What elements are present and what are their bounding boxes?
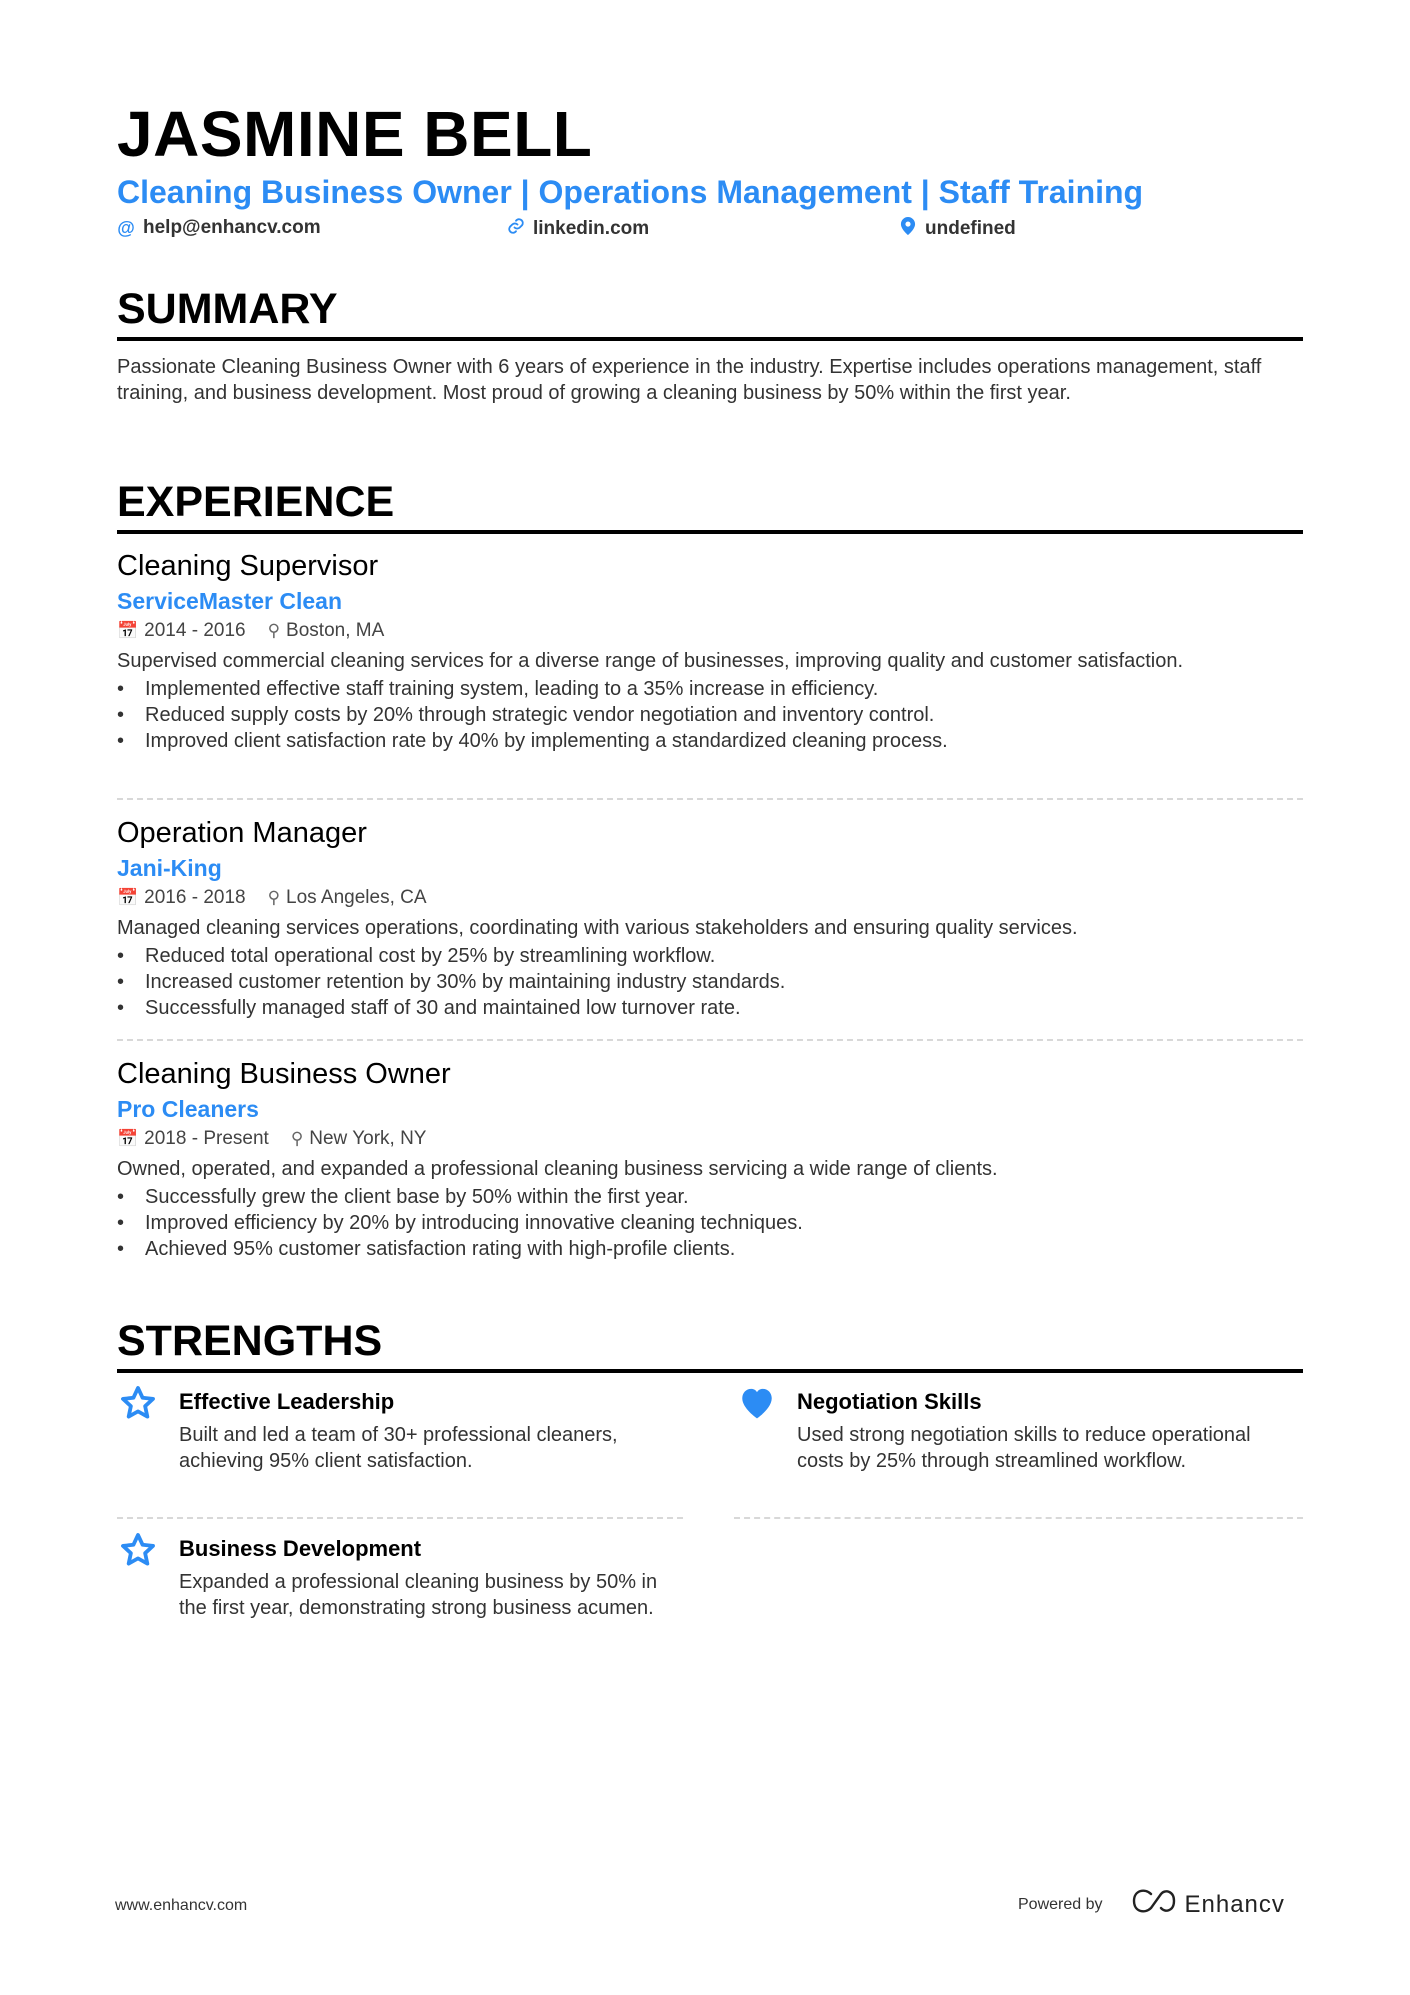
location-pin-icon: ⚲ bbox=[267, 888, 281, 907]
job-bullets bbox=[117, 676, 1303, 754]
enhancv-wordmark: Enhancv bbox=[1184, 1890, 1285, 1918]
job-location bbox=[268, 618, 385, 644]
star-icon bbox=[119, 1384, 159, 1424]
job-title: Operation Manager bbox=[117, 817, 367, 849]
job-company: ServiceMaster Clean bbox=[117, 588, 343, 614]
strength-title: Negotiation Skills bbox=[797, 1389, 982, 1414]
summary-heading: SUMMARY bbox=[117, 286, 1303, 341]
strength-title: Business Development bbox=[179, 1536, 422, 1561]
job-entry-3 bbox=[117, 1056, 1303, 1262]
bullet-item: • Reduced total operational cost by 25% by streamlining workflow. bbox=[117, 943, 1303, 969]
job-description: Managed cleaning services operations, coordinating with various stakeholders and ensuring quality services. bbox=[117, 917, 1078, 939]
job-location-text: Boston, MA bbox=[286, 620, 385, 641]
summary-text: Passionate Cleaning Business Owner with 6 years of experience in the industry. Expertise includes operations management, staff training, and business development. Most proud of growing a cleaning business by 50% within the first year. bbox=[117, 356, 1262, 404]
job-company: Jani-King bbox=[117, 855, 222, 881]
job-dates-text: 2018 - Present bbox=[144, 1128, 269, 1149]
job-dates-text: 2016 - 2018 bbox=[144, 887, 246, 908]
footer-branding bbox=[1018, 1888, 1285, 1921]
bullet-item: • Increased customer retention by 30% by maintaining industry standards. bbox=[117, 969, 1303, 995]
job-entry-1 bbox=[117, 548, 1303, 754]
bullet-item: • Improved client satisfaction rate by 40% by implementing a standardized cleaning process. bbox=[117, 728, 1303, 754]
job-bullets bbox=[117, 1184, 1303, 1262]
job-title: Cleaning Supervisor bbox=[117, 550, 379, 582]
job-location bbox=[291, 1126, 427, 1152]
strength-divider bbox=[117, 1517, 683, 1519]
bullet-item: • Achieved 95% customer satisfaction rating with high-profile clients. bbox=[117, 1236, 1303, 1262]
strength-description: Expanded a professional cleaning business by 50% in the first year, demonstrating strong business acumen. bbox=[179, 1571, 658, 1619]
job-divider bbox=[117, 1039, 1303, 1041]
calendar-icon: 📅 bbox=[117, 1129, 139, 1148]
linkedin-text: linkedin.com bbox=[533, 217, 650, 239]
bullet-item: • Successfully managed staff of 30 and maintained low turnover rate. bbox=[117, 995, 1303, 1021]
job-title: Cleaning Business Owner bbox=[117, 1058, 451, 1090]
job-location bbox=[268, 885, 427, 911]
star-icon bbox=[119, 1531, 159, 1571]
job-bullets bbox=[117, 943, 1303, 1021]
job-meta bbox=[117, 1126, 1303, 1152]
job-location-text: New York, NY bbox=[309, 1128, 427, 1149]
email-text: help@enhancv.com bbox=[143, 217, 321, 238]
job-location-text: Los Angeles, CA bbox=[286, 887, 427, 908]
location-pin-icon: ⚲ bbox=[290, 1129, 304, 1148]
contact-linkedin[interactable] bbox=[507, 217, 649, 240]
bullet-item: • Reduced supply costs by 20% through strategic vendor negotiation and inventory control. bbox=[117, 702, 1303, 728]
strengths-heading: STRENGTHS bbox=[117, 1318, 1303, 1373]
contact-row bbox=[117, 217, 1303, 243]
location-pin-icon: ⚲ bbox=[267, 621, 281, 640]
strength-description: Used strong negotiation skills to reduce operational costs by 25% through streamlined workflow. bbox=[797, 1424, 1251, 1472]
job-description: Owned, operated, and expanded a professional cleaning business servicing a wide range of clients. bbox=[117, 1158, 998, 1180]
job-meta bbox=[117, 618, 1303, 644]
link-icon bbox=[507, 217, 525, 240]
job-dates-text: 2014 - 2016 bbox=[144, 620, 246, 641]
calendar-icon: 📅 bbox=[117, 888, 139, 907]
candidate-title: Cleaning Business Owner | Operations Management | Staff Training bbox=[117, 174, 1144, 210]
enhancv-logo[interactable] bbox=[1131, 1888, 1285, 1921]
heart-icon bbox=[737, 1384, 777, 1424]
location-pin-icon bbox=[899, 217, 917, 240]
job-divider bbox=[117, 798, 1303, 800]
strength-divider bbox=[734, 1517, 1303, 1519]
bullet-item: • Improved efficiency by 20% by introducing innovative cleaning techniques. bbox=[117, 1210, 1303, 1236]
job-dates bbox=[117, 1126, 269, 1152]
job-dates bbox=[117, 885, 246, 911]
experience-heading: EXPERIENCE bbox=[117, 479, 1303, 534]
job-company: Pro Cleaners bbox=[117, 1096, 259, 1122]
job-dates bbox=[117, 618, 246, 644]
powered-by-label: Powered by bbox=[1018, 1895, 1103, 1913]
strength-title: Effective Leadership bbox=[179, 1389, 395, 1414]
location-text: undefined bbox=[925, 217, 1016, 239]
bullet-item: • Implemented effective staff training system, leading to a 35% increase in efficiency. bbox=[117, 676, 1303, 702]
at-icon: @ bbox=[117, 217, 135, 238]
calendar-icon: 📅 bbox=[117, 621, 139, 640]
contact-email[interactable] bbox=[117, 217, 321, 239]
contact-location bbox=[899, 217, 1016, 240]
candidate-name: JASMINE BELL bbox=[117, 98, 593, 170]
strength-description: Built and led a team of 30+ professional cleaners, achieving 95% client satisfaction. bbox=[179, 1424, 618, 1472]
bullet-item: • Successfully grew the client base by 50% within the first year. bbox=[117, 1184, 1303, 1210]
job-entry-2 bbox=[117, 815, 1303, 1021]
job-meta bbox=[117, 885, 1303, 911]
job-description: Supervised commercial cleaning services for a diverse range of businesses, improving quality and customer satisfaction. bbox=[117, 650, 1184, 672]
footer-website[interactable]: www.enhancv.com bbox=[115, 1897, 248, 1914]
enhancv-logo-icon bbox=[1131, 1888, 1177, 1921]
